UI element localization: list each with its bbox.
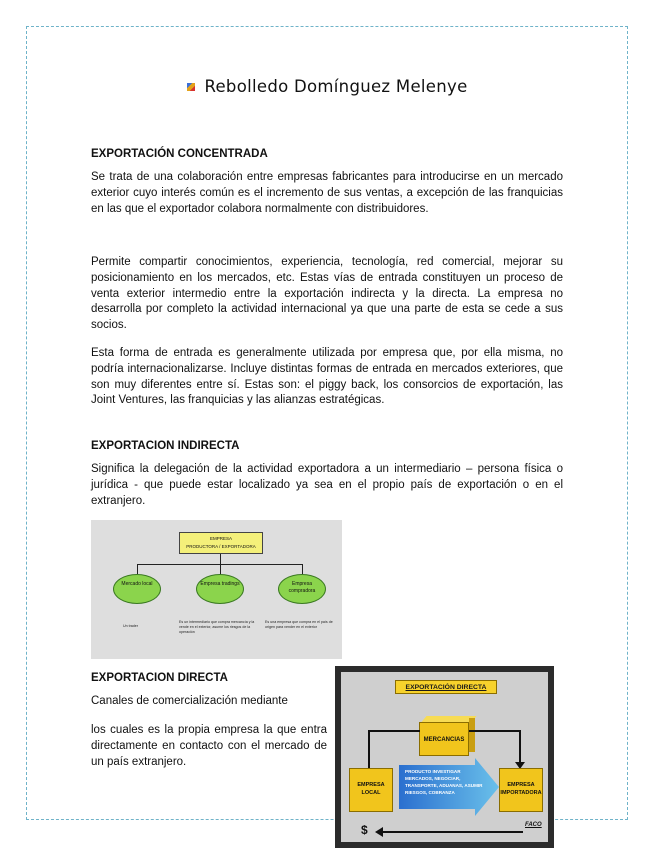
diagram-node: Mercado local bbox=[113, 574, 161, 604]
diagram-top-box bbox=[179, 532, 263, 554]
heading-concentrada: EXPORTACIÓN CONCENTRADA bbox=[91, 148, 268, 160]
local-company-box: EMPRESA LOCAL bbox=[349, 768, 393, 812]
diagram-note: Un trader bbox=[123, 624, 138, 628]
source-label: FACO bbox=[525, 822, 542, 828]
connector bbox=[220, 564, 221, 574]
paragraph: Permite compartir conocimientos, experiencia, tecnología, red comercial, mejorar su posicionamiento en los mercados, etc. Estas vías de entrada constituyen un proceso de venta exterior intermedio entre la exportación indirecta y la directa. La empresa no desarrolla por completo la actividad internacional ya que una parte de esta se cede a sus socios. bbox=[91, 256, 563, 332]
process-arrow-text: PRODUCTO INVESTIGAR MERCADOS, NEGOCIAR, TRANSPORTE, ADUANAS, ASUMIR RIESGOS, COBRANZA bbox=[405, 769, 483, 795]
author-name: Rebolledo Domínguez Melenye bbox=[204, 77, 468, 96]
diagram-title: EXPORTACIÓN DIRECTA bbox=[395, 680, 497, 694]
paragraph: Significa la delegación de la actividad exportadora a un intermediario – persona física o jurídica - que puede estar localizado ya sea en el propio país de exportación o en el extranjero. bbox=[91, 463, 563, 507]
author-line bbox=[0, 77, 655, 96]
flow-line bbox=[368, 730, 370, 768]
paragraph: Se trata de una colaboración entre empresas fabricantes para introducirse en un mercado exterior cuyo interés común es el incremento de sus ventas, a excepción de las franquicias en las que el exportador colabora normalmente con distribuidores. bbox=[91, 171, 563, 215]
diagram-note: Es un intermediario que compra mercancía y la vende en el exterior, asume los riesgos de la operación bbox=[179, 620, 255, 634]
indirect-export-diagram bbox=[91, 520, 342, 659]
arrow-left-icon bbox=[375, 827, 383, 837]
goods-box-side bbox=[469, 718, 475, 752]
goods-box: MERCANCIAS bbox=[419, 722, 469, 756]
direct-export-diagram bbox=[335, 666, 554, 848]
flow-line bbox=[368, 730, 420, 732]
diagram-node: Empresa compradora bbox=[278, 574, 326, 604]
money-symbol: $ bbox=[361, 823, 368, 837]
flow-line bbox=[469, 730, 521, 732]
diagram-note: Es una empresa que compra en el país de origen para vender en el exterior bbox=[265, 620, 333, 629]
diagram-node: Empresa tradings bbox=[196, 574, 244, 604]
slide-bullet-icon bbox=[187, 83, 195, 91]
paragraph: Canales de comercialización mediante bbox=[91, 695, 288, 707]
importer-company-box: EMPRESA IMPORTADORA bbox=[499, 768, 543, 812]
diagram-panel bbox=[341, 672, 548, 842]
flow-line bbox=[519, 730, 521, 766]
connector bbox=[302, 564, 303, 574]
heading-indirecta: EXPORTACION INDIRECTA bbox=[91, 440, 240, 452]
connector bbox=[220, 554, 221, 564]
diagram-top-sublabel: PRODUCTORA / EXPORTADORA bbox=[186, 544, 256, 549]
money-flow-line bbox=[381, 831, 523, 833]
paragraph: Esta forma de entrada es generalmente utilizada por empresa que, por ella misma, no podría internacionalizarse. Incluye distintas formas de entrada en mercados exteriores, que son muy diferentes entre sí. Estas son: el piggy back, los consorcios de exportación, las Joint Ventures, las franquicias y las alianzas estratégicas. bbox=[91, 347, 563, 407]
connector bbox=[137, 564, 138, 574]
heading-directa: EXPORTACION DIRECTA bbox=[91, 672, 228, 684]
paragraph: los cuales es la propia empresa la que entra directamente en contacto con el mercado de un país extranjero. bbox=[91, 724, 327, 768]
diagram-top-label: EMPRESA bbox=[209, 536, 232, 541]
